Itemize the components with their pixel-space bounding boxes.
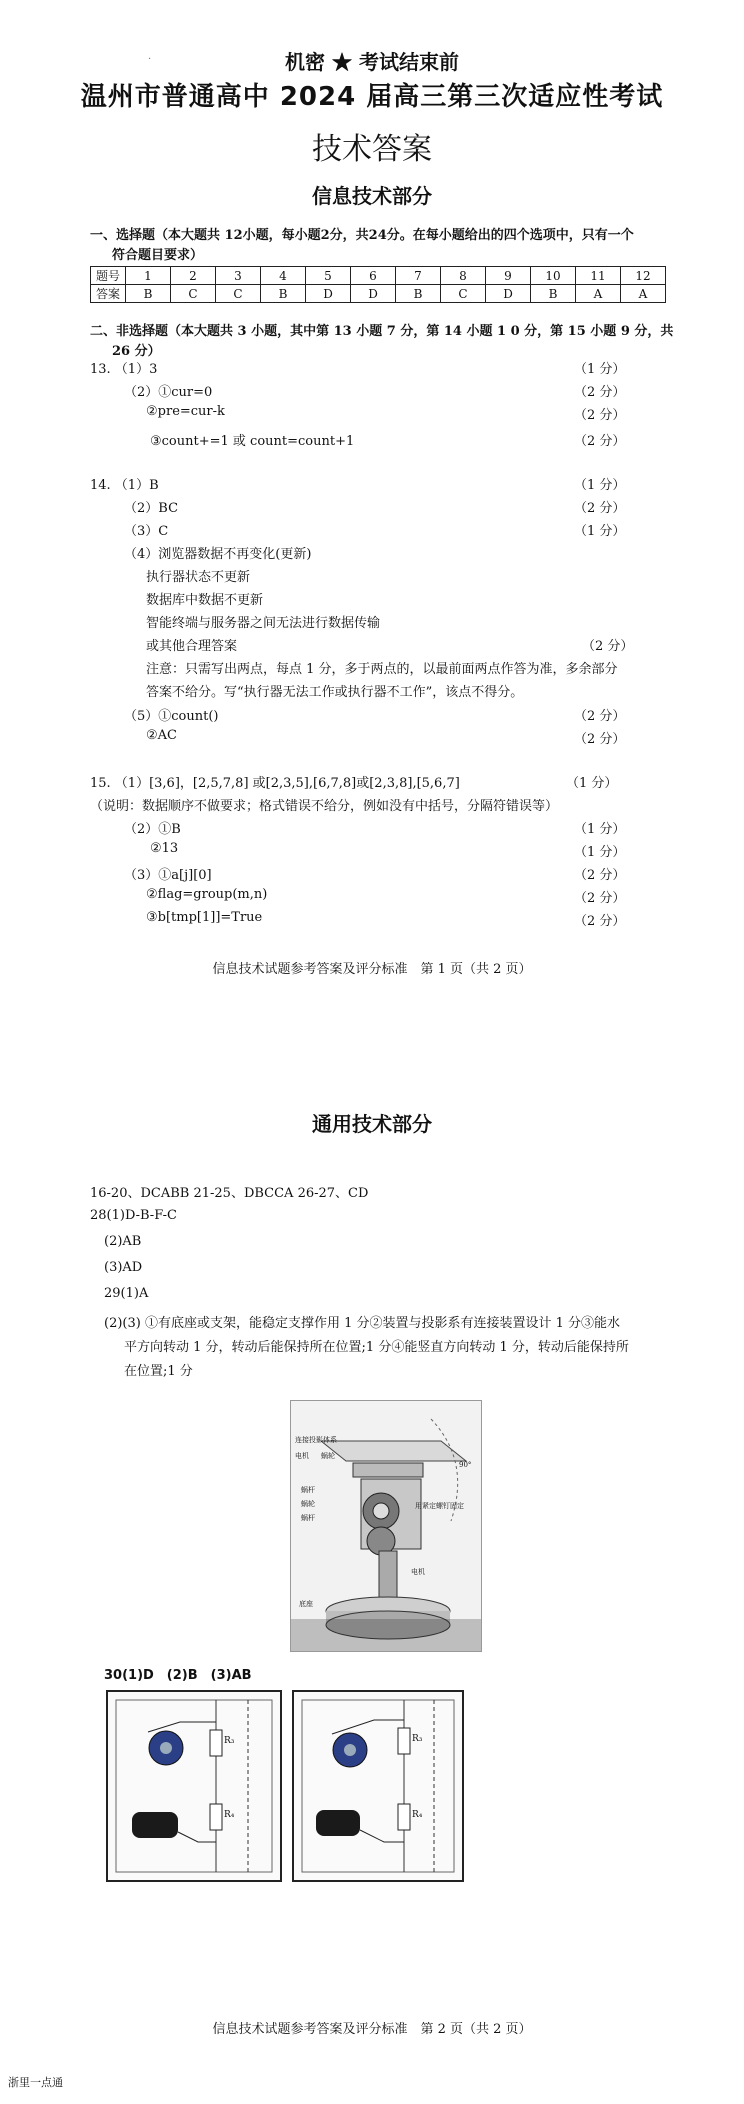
q13-line: （2）①cur=0: [124, 385, 213, 400]
q14-line: 数据库中数据不更新: [146, 593, 264, 608]
q14-score: （1 分）: [574, 524, 626, 539]
q29-answer: (2)(3) ①有底座或支架，能稳定支撑作用 1 分②装置与投影系有连接装置设计 1 分③能水: [104, 1316, 621, 1331]
dot-mark: ·: [148, 54, 152, 65]
q14-line: 执行器状态不更新: [146, 570, 251, 585]
table-cell: C: [441, 285, 486, 303]
q15-note: （说明：数据顺序不做要求；格式错误不给分，例如没有中括号，分隔符错误等）: [90, 799, 559, 814]
figure-label: 蜗轮: [301, 1500, 315, 1508]
resistor-label: R₃: [224, 1736, 235, 1746]
table-cell: 6: [351, 267, 396, 285]
q14-score: （2 分）: [582, 639, 634, 654]
q14-note: 答案不给分。写“执行器无法工作或执行器不工作”，该点不得分。: [146, 685, 524, 700]
q13-score: （2 分）: [574, 408, 626, 423]
general-line: (3)AD: [104, 1260, 143, 1275]
table-cell: C: [216, 285, 261, 303]
table-cell: B: [126, 285, 171, 303]
general-line: 28(1)D-B-F-C: [90, 1208, 177, 1223]
table-cell: D: [351, 285, 396, 303]
q15-line: 15. （1）[3,6]，[2,5,7,8] 或[2,3,5],[6,7,8]或[2,3,8],[5,6,7]: [90, 776, 460, 791]
q14-line: 或其他合理答案: [146, 639, 238, 654]
table-cell: 9: [486, 267, 531, 285]
q14-score: （2 分）: [574, 501, 626, 516]
figure-label: 蜗杆: [301, 1486, 315, 1494]
figure-label: 连接投影体系: [295, 1436, 337, 1444]
figure-label: 电机: [411, 1568, 425, 1576]
table-row-numbers: [91, 267, 666, 285]
table-header-cell: 答案: [91, 285, 126, 303]
table-cell: 7: [396, 267, 441, 285]
q15-score: （1 分）: [574, 822, 626, 837]
figure-label: 用紧定螺钉固定: [415, 1502, 464, 1510]
table-cell: B: [531, 285, 576, 303]
q15-score: （2 分）: [574, 914, 626, 929]
figure-label: 蜗轮: [321, 1452, 335, 1460]
table-cell: B: [261, 285, 306, 303]
q14-line: （4）浏览器数据不再变化(更新): [124, 547, 312, 562]
q29-answer: 在位置;1 分: [124, 1364, 193, 1379]
exam-title: 温州市普通高中 2024 届高三第三次适应性考试: [80, 82, 664, 112]
q15-line: ②13: [150, 841, 179, 856]
answer-table: [90, 266, 666, 303]
figure-label: 90°: [459, 1461, 472, 1469]
q13-score: （2 分）: [574, 385, 626, 400]
q14-line: 14. （1）B: [90, 478, 159, 493]
nonmc-intro: 二、非选择题（本大题共 3 小题，其中第 13 小题 7 分，第 14 小题 1 0 分，第 15 小题 9 分，共: [90, 324, 674, 339]
resistor-label: R₃: [412, 1734, 423, 1744]
table-cell: A: [621, 285, 666, 303]
circuit-figure-1: [106, 1690, 282, 1882]
q30-answer: 30(1)D (2)B (3)AB: [104, 1668, 252, 1683]
q15-score: （2 分）: [574, 868, 626, 883]
q13-line: 13. （1）3: [90, 362, 158, 377]
q13-line: ②pre=cur-k: [146, 404, 225, 419]
q15-score: （1 分）: [574, 845, 626, 860]
q13-score: （1 分）: [574, 362, 626, 377]
nonmc-intro-2: 26 分）: [112, 344, 161, 359]
table-cell: 10: [531, 267, 576, 285]
q14-line: （5）①count(): [124, 709, 219, 724]
table-row-answers: [91, 285, 666, 303]
table-cell: C: [171, 285, 216, 303]
circuit-drawing-2: [294, 1692, 462, 1880]
q15-line: （3）①a[j][0]: [124, 868, 212, 883]
general-line: 16-20、DCABB 21-25、DBCCA 26-27、CD: [90, 1186, 369, 1201]
mechanism-figure: [290, 1400, 482, 1652]
q14-line: （3）C: [124, 524, 169, 539]
table-cell: A: [576, 285, 621, 303]
q14-line: 智能终端与服务器之间无法进行数据传输: [146, 616, 381, 631]
table-cell: 3: [216, 267, 261, 285]
q14-score: （2 分）: [574, 709, 626, 724]
table-cell: 1: [126, 267, 171, 285]
general-line: 29(1)A: [104, 1286, 149, 1301]
mc-intro-2: 符合题目要求）: [112, 248, 204, 263]
table-cell: B: [396, 285, 441, 303]
q15-line: ③b[tmp[1]]=True: [146, 910, 263, 925]
q14-score: （2 分）: [574, 732, 626, 747]
table-cell: 2: [171, 267, 216, 285]
resistor-label: R₄: [224, 1810, 235, 1820]
secret-label: 机密 ★ 考试结束前: [285, 50, 459, 74]
answer-subtitle: 技术答案: [312, 132, 432, 167]
table-cell: 11: [576, 267, 621, 285]
figure-label: 电机: [295, 1452, 309, 1460]
watermark: 浙里一点通: [8, 2076, 63, 2089]
table-cell: D: [486, 285, 531, 303]
general-line: (2)AB: [104, 1234, 142, 1249]
q15-line: （2）①B: [124, 822, 181, 837]
q15-line: ②flag=group(m,n): [146, 887, 268, 902]
table-cell: 12: [621, 267, 666, 285]
table-cell: D: [306, 285, 351, 303]
table-cell: 8: [441, 267, 486, 285]
q29-answer: 平方向转动 1 分，转动后能保持所在位置;1 分④能竖直方向转动 1 分，转动后能保持所: [124, 1340, 629, 1355]
q15-score: （2 分）: [574, 891, 626, 906]
q15-score: （1 分）: [566, 776, 618, 791]
q14-note: 注意：只需写出两点，每点 1 分，多于两点的，以最前面两点作答为准，多余部分: [146, 662, 618, 677]
table-cell: 4: [261, 267, 306, 285]
mc-intro: 一、选择题（本大题共 12小题，每小题2分，共24分。在每小题给出的四个选项中，只有一个: [90, 228, 634, 243]
page-footer-2: 信息技术试题参考答案及评分标准 第 2 页（共 2 页）: [212, 2022, 532, 2037]
q14-line: ②AC: [146, 728, 177, 743]
table-header-cell: 题号: [91, 267, 126, 285]
info-section-title: 信息技术部分: [312, 184, 432, 208]
resistor-label: R₄: [412, 1810, 423, 1820]
figure-label: 蜗杆: [301, 1514, 315, 1522]
q14-line: （2）BC: [124, 501, 179, 516]
figure-label: 底座: [299, 1600, 313, 1608]
q14-score: （1 分）: [574, 478, 626, 493]
page-footer-1: 信息技术试题参考答案及评分标准 第 1 页（共 2 页）: [212, 962, 532, 977]
circuit-drawing-1: [108, 1692, 280, 1880]
q13-line: ③count+=1 或 count=count+1: [150, 434, 355, 449]
general-section-title: 通用技术部分: [312, 1112, 432, 1136]
circuit-figure-2: [292, 1690, 464, 1882]
q13-score: （2 分）: [574, 434, 626, 449]
table-cell: 5: [306, 267, 351, 285]
